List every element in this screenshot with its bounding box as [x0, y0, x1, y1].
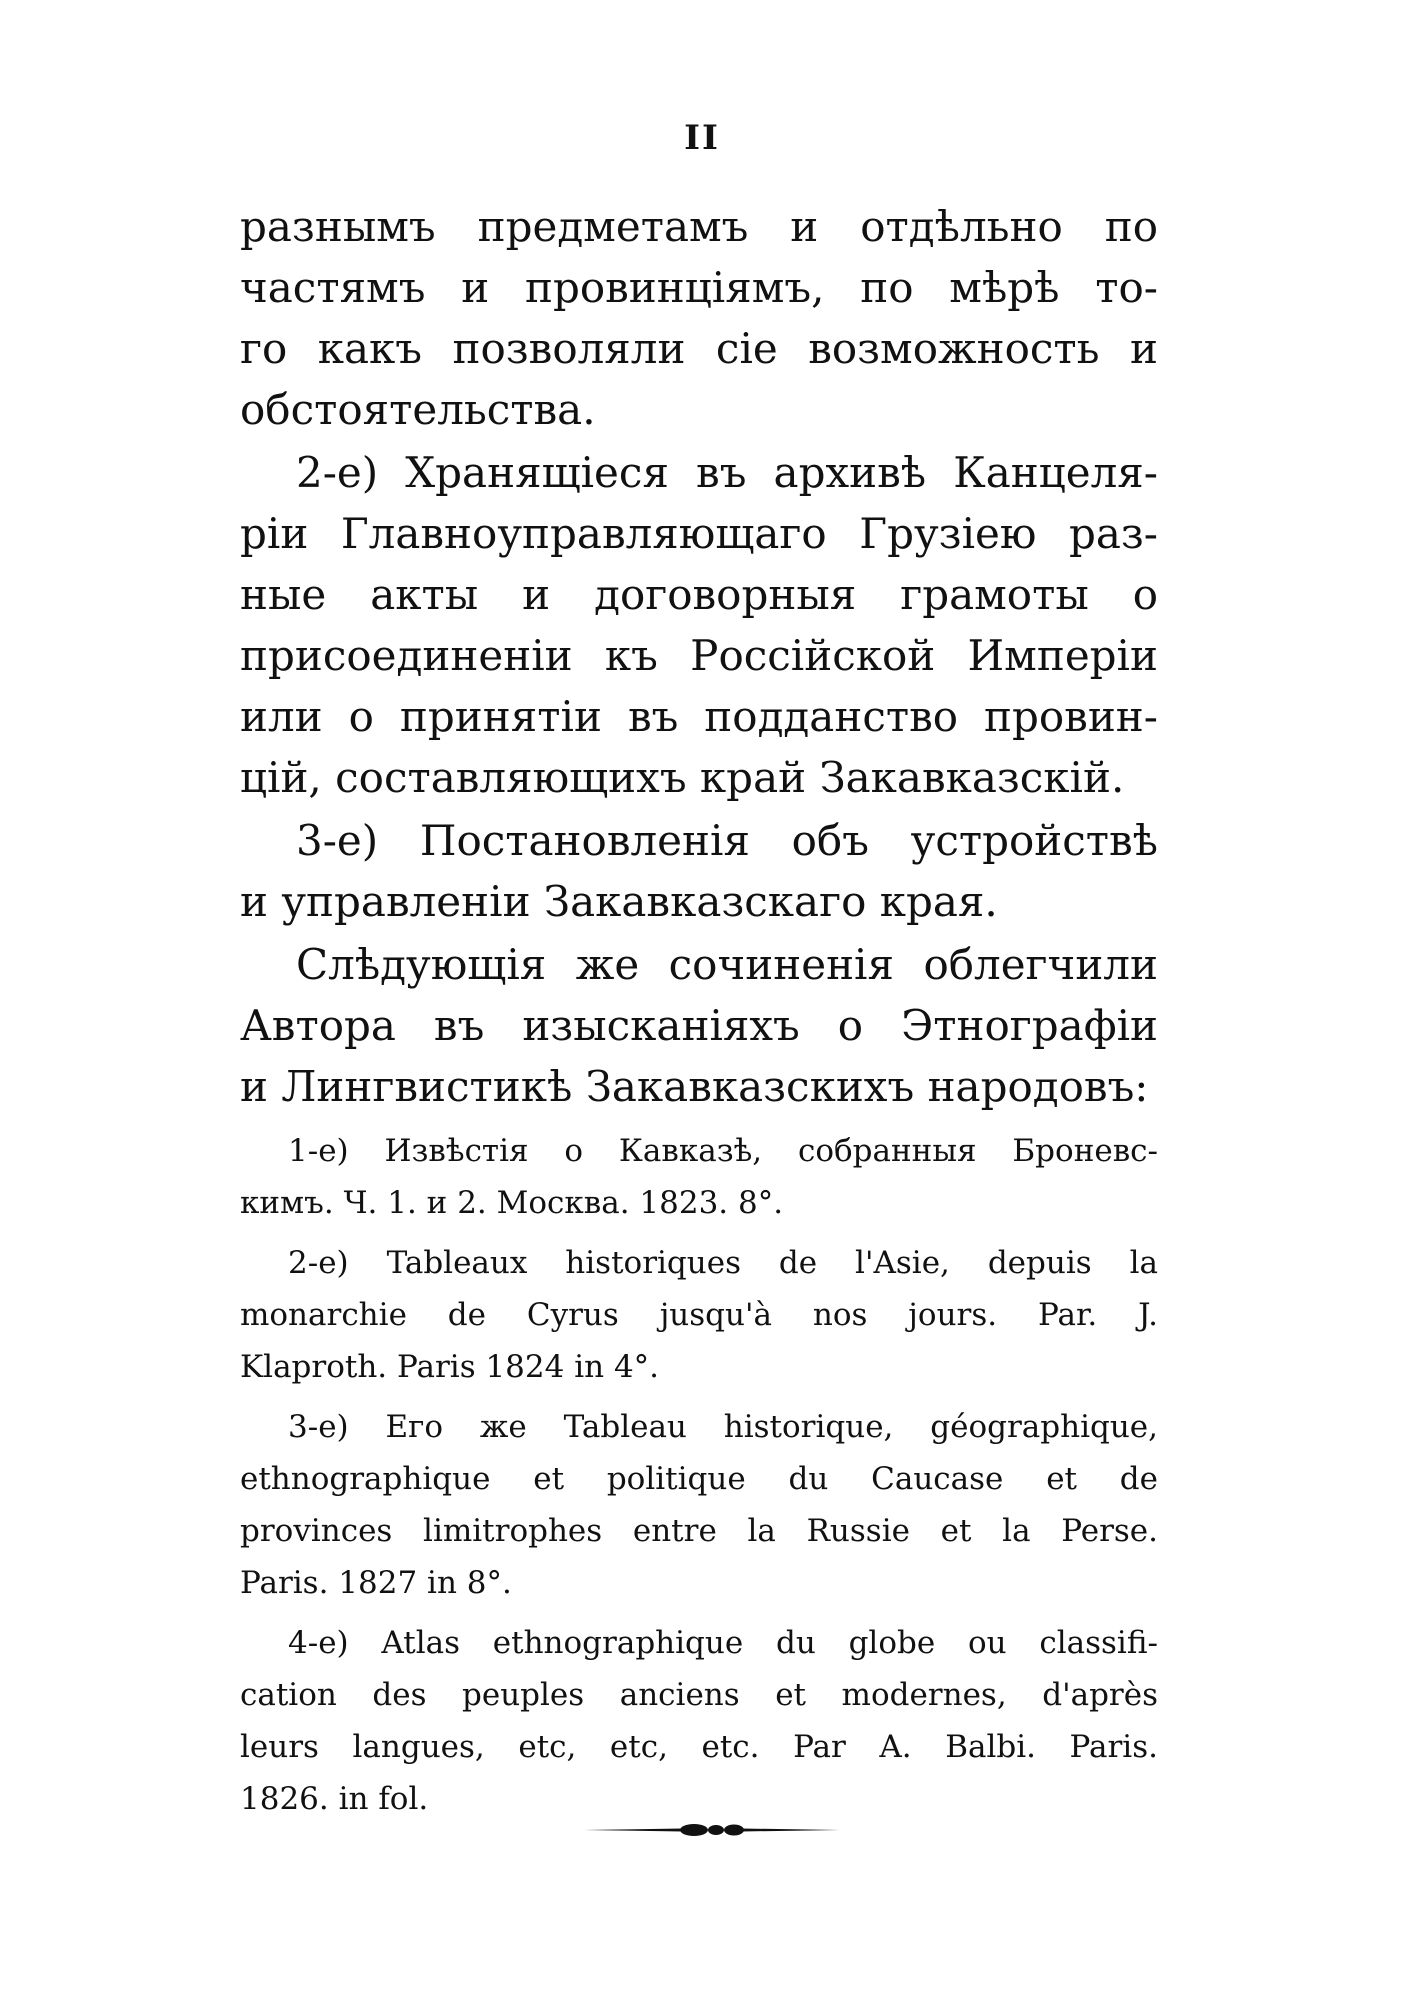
text-line: Paris. 1827 in 8°. — [240, 1565, 512, 1601]
reference-entry — [240, 1401, 1158, 1609]
text-line: cation des peuples anciens et modernes, d'après — [240, 1677, 1158, 1713]
reference-entry — [240, 1617, 1158, 1825]
paragraph-regulations — [240, 810, 1158, 932]
text-line: monarchie de Cyrus jusqu'à nos jours. Par. J. — [240, 1297, 1158, 1333]
text-line: и Лингвистикѣ Закавказскихъ народовъ: — [240, 1062, 1149, 1111]
text-line: ethnographique et politique du Caucase et de — [240, 1461, 1158, 1497]
text-line: 4-е) Atlas ethnographique du globe ou classifi- — [288, 1625, 1158, 1661]
text-line: Klaproth. Paris 1824 in 4°. — [240, 1349, 660, 1385]
text-line: ные акты и договорныя грамоты о — [240, 570, 1158, 619]
paragraph-archive-acts — [240, 442, 1158, 808]
text-line: ріи Главноуправляющаго Грузіею раз- — [240, 509, 1158, 558]
paragraph-continuation — [240, 196, 1158, 440]
text-line: частямъ и провинціямъ, по мѣрѣ то- — [240, 263, 1158, 312]
text-line: 3-е) Его же Tableau historique, géographique, — [288, 1409, 1158, 1445]
text-line: 3-е) Постановленія объ устройствѣ — [296, 816, 1158, 865]
reference-entry — [240, 1237, 1158, 1393]
text-line: leurs langues, etc, etc, etc. Par A. Balbi. Paris. — [240, 1729, 1158, 1765]
text-line: 1-е) Извѣстія о Кавказѣ, собранныя Броневс- — [288, 1133, 1158, 1169]
reference-entry — [240, 1125, 1158, 1229]
text-line: или о принятіи въ подданство провин- — [240, 692, 1158, 741]
text-line: и управленіи Закавказскаго края. — [240, 877, 998, 926]
tailpiece-ornament-icon — [582, 1818, 842, 1842]
text-line: 2-е) Хранящіеся въ архивѣ Канцеля- — [296, 448, 1158, 497]
text-line: 2-е) Tableaux historiques de l'Asie, depuis la — [288, 1245, 1158, 1281]
text-line: цій, составляющихъ край Закавказскій. — [240, 753, 1125, 802]
text-line: обстоятельства. — [240, 385, 596, 434]
text-line: 1826. in fol. — [240, 1781, 429, 1817]
text-line: разнымъ предметамъ и отдѣльно по — [240, 202, 1158, 251]
text-line: присоединеніи къ Россійской Имперіи — [240, 631, 1158, 680]
body-text — [240, 196, 1158, 1833]
text-line: provinces limitrophes entre la Russie et la Perse. — [240, 1513, 1158, 1549]
text-line: Автора въ изысканіяхъ о Этнографіи — [240, 1001, 1158, 1050]
text-line: го какъ позволяли сіе возможность и — [240, 324, 1158, 373]
text-line: Слѣдующія же сочиненія облегчили — [296, 940, 1158, 989]
text-line: кимъ. Ч. 1. и 2. Москва. 1823. 8°. — [240, 1185, 784, 1221]
paragraph-works-intro — [240, 934, 1158, 1117]
page-number: II — [684, 118, 720, 158]
